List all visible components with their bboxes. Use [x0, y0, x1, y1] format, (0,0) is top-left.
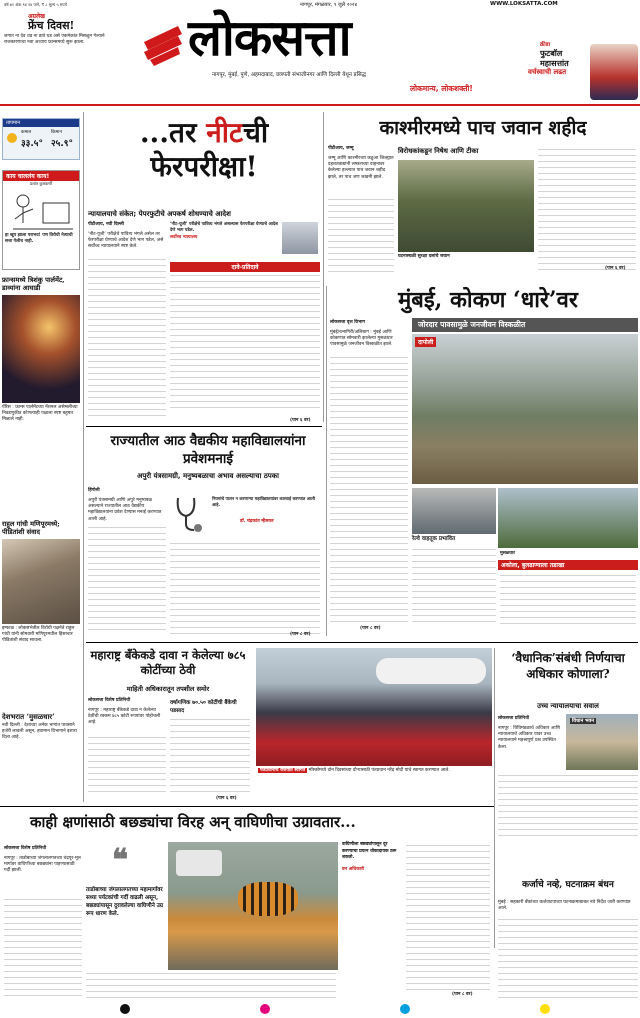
- court-headline[interactable]: ‘वैधानिक’संबंधी निर्णयाचा अधिकार कोणाला?: [511, 651, 625, 681]
- rain-headline[interactable]: मुंबई, कोकण ‘धारे’वर: [398, 287, 578, 313]
- neet-text: ‘नीट-यूजी’ परीक्षेचे पावित्र्य भंगले असेल तर फेरपरीक्षा घेण्याचे आदेश देणे भाग पडेल, असे सर्वोच्च न्यायालयाने स्पष्ट केले.: [88, 232, 164, 250]
- neet-headline[interactable]: [86, 116, 322, 184]
- registration-mark: [260, 1004, 270, 1014]
- cartoon-artist: प्रशांत कुलकर्णी: [29, 181, 53, 186]
- kashmir-photo-caption: घटनास्थळी सुरक्षा दलांचे जवान: [398, 254, 450, 259]
- kashmir-headline[interactable]: काश्मीरमध्ये पाच जवान शहीद: [379, 117, 587, 139]
- supreme-court-photo: [282, 222, 318, 254]
- left-promo-title: फ्रेंच दिवस!: [28, 19, 75, 32]
- neet-filler: [88, 256, 166, 416]
- medical-quote: नियमांचे पालन न करणाऱ्या महाविद्यालयांवर कारवाई करण्यात आली आहे.: [212, 496, 315, 507]
- bank-side-head: वर्षागणिक ७०.५० कोटींची बैंकेची पडसाद: [170, 700, 237, 714]
- neet-sidebar-head: दावे-प्रतिदावे: [170, 262, 320, 272]
- weather-min: २५.९°: [51, 139, 73, 149]
- right-promo-l2: महासत्तांत: [540, 59, 569, 68]
- rain-subhead: जोरदार पावसामुळे जनजीवन विस्कळीत: [412, 318, 638, 332]
- left-story-2-title: राहुल गांधी मणिपूरमध्ये; पीडितांशी संवाद: [2, 520, 60, 536]
- tiger-jump: (पान ८ वर): [452, 992, 473, 997]
- court-photo-text: विधान भवन: [572, 718, 595, 724]
- left-promo[interactable]: [4, 12, 119, 92]
- right-promo-l3: वर्चस्वाची लढत: [528, 68, 567, 76]
- medical-quote-by: डॉ. चंद्रकांत म्हैसकर: [240, 519, 274, 524]
- loan-headline[interactable]: कर्जाचे नव्हे, घटनाक्रम बंधन: [522, 880, 614, 890]
- football-player-photo: [590, 44, 638, 100]
- left-story-2-text: इम्फाळ : लोकसभेतील विरोधी पक्षनेते राहुल गांधी यांनी सोमवारी मणिपूरमधील हिंसाचार पीडितांशी संवाद साधला.: [2, 626, 75, 644]
- kashmir-label: विरोधकांकडून निषेध आणि टीका: [398, 147, 479, 155]
- neet-headline-pre: ...तर: [139, 116, 207, 149]
- court-subhead: उच्च न्यायालयाचा सवाल: [537, 702, 599, 710]
- bank-subhead: माहिती अधिकारातून तपशील समोर: [126, 685, 210, 693]
- tiger-dateline: लोकसत्ता विशेष प्रतिनिधी: [4, 846, 47, 851]
- vidhan-bhavan-photo: [566, 714, 638, 770]
- right-promo-l1: फुटबॉल: [540, 49, 563, 58]
- medical-dateline: हिंगोली: [88, 488, 100, 493]
- court-text: नागपूर : विधिमंडळाचे अधिकार आणि न्यायालयाचे अधिकार यावर उच्च न्यायालयाने महत्त्वपूर्ण प्रश्न उपस्थित केला.: [498, 726, 561, 750]
- neet-dateline: पीटीआय, नवी दिल्ली: [88, 222, 124, 227]
- modi-caption-text: मॉस्कोमध्ये दोन दिवसांच्या दौऱ्यासाठी पंतप्रधान नरेंद्र मोदी यांचे स्वागत करण्यात आले.: [308, 768, 450, 773]
- tiger-headline[interactable]: काही क्षणांसाठी बछड्यांचा विरह अन् वाघिणीचा उग्रावतार...: [30, 813, 356, 831]
- neet-quote: ‘नीट-यूजी’ परीक्षेचे पावित्र्य भंगले असल्यास फेरपरीक्षा घेण्याचे आदेश देणे भाग पडेल.: [170, 222, 279, 233]
- rain-filler: [330, 354, 408, 624]
- neet-headline-post: ची फेरपरीक्षा!: [150, 116, 269, 183]
- medical-jump: (पान ८ वर): [290, 632, 311, 637]
- left-story-1-text: पॅरिस : फ्रान्स पार्लमेंटच्या नॅशनल असेम्ब्लीच्या निवडणुकीत कोणत्याही पक्षाला स्पष्ट बहुमत मिळाले नाही.: [2, 405, 78, 423]
- registration-mark: [120, 1004, 130, 1014]
- rahul-gandhi-photo: [2, 539, 80, 624]
- right-promo-tag: क्रीडा: [540, 42, 551, 48]
- newspaper-logo[interactable]: लोकसत्ता: [188, 8, 351, 67]
- rain-caption-3: अकोला, बुलढाण्याला तडाखा: [498, 560, 638, 570]
- bank-filler-2: [170, 716, 250, 794]
- left-story-1[interactable]: [2, 276, 80, 424]
- tiger-right-by: वन अधिकारी: [342, 866, 365, 872]
- rain-filler-3: [500, 572, 636, 624]
- flood-photo-2: [412, 488, 496, 534]
- flood-photo: [412, 334, 638, 484]
- flood-photo-3: [498, 488, 638, 548]
- rain-caption-1: रेल्वे वाहतूक प्रभावित: [412, 536, 456, 542]
- bank-text: नागपूर : महाराष्ट्र बँकेकडे दावा न केलेल्या ठेवींची रक्कम ७८५ कोटी रुपयांवर पोहोचली आहे.: [88, 708, 161, 726]
- rain-jump: (पान ८ वर): [360, 626, 381, 631]
- left-story-2[interactable]: [2, 520, 80, 645]
- neet-subhead: न्यायालयाचे संकेत; पेपरफुटीचे अपकर्ष शोधण्याचे आदेश: [88, 210, 231, 218]
- left-promo-tag: अग्रलेख: [28, 13, 45, 20]
- cartoon-drawing: [3, 187, 79, 233]
- rain-photo-tag: दापोली: [415, 337, 436, 347]
- neet-quote-box: [170, 222, 320, 256]
- tiger-right-quote: वाघिणीला बछड्यांपासून दूर करण्याचा प्रयत्न धोकादायक ठरू शकतो.: [342, 842, 397, 860]
- modi-putin-photo: [256, 648, 492, 766]
- medical-headline[interactable]: राज्यातील आठ वैद्यकीय महाविद्यालयांना प्रवेशमनाई: [110, 433, 306, 467]
- edition-date: नागपूर, मंगळवार, ९ जुलै २०२४: [300, 2, 358, 8]
- rain-text: मुंबई/रत्नागिरी/अलिबाग : मुंबई आणि कोकणात सोमवारी झालेल्या मुसळधार पावसामुळे जनजीवन विस्कळीत झाले.: [330, 330, 393, 348]
- tiger-quote: ताडोबाच्या जंगलालगतच्या महामार्गावर सध्या पर्यटकांची गर्दी वाढली असून, बछड्यांपासून दुरावलेल्या वाघिणीने उग्र रूप धारण केले.: [86, 887, 163, 917]
- stethoscope-icon: [170, 494, 208, 534]
- weather-box: [2, 118, 80, 160]
- left-story-3-text: नवी दिल्ली : देशाच्या अनेक भागांत पावसाने हजेरी लावली असून, हवामान विभागाने इशारा दिला आहे.: [2, 723, 77, 741]
- left-promo-text: जगात ना देव धड ना डावे धड असे एकमेकांत मिसळून गेल्याने राजकारणाचा नवा अध्याय फ्रान्समध्ये सुरू झाला.: [4, 34, 105, 46]
- medical-subhead: अपुरी यंत्रसामग्री, मनुष्यबळाचा अभाव असल्याचा ठपका: [137, 472, 279, 480]
- tiger-filler-3: [406, 842, 490, 992]
- neet-headline-red: नीट: [206, 116, 244, 149]
- logo-mark: [140, 22, 186, 66]
- left-story-3[interactable]: [2, 712, 80, 742]
- masthead-cities: नागपूर, मुंबई, पुणे, अहमदाबाद, छत्रपती संभाजीनगर आणि दिल्ली येथून प्रसिद्ध: [212, 72, 366, 78]
- kashmir-text: जम्मू आणि काश्मीरच्या कठुआ जिल्ह्यात दहशतवाद्यांनी लष्कराच्या वाहनावर केलेल्या हल्ल्यात पाच जवान शहीद झाले, तर पाच जण जखमी झाले.: [328, 156, 394, 180]
- neet-filler-2: [170, 272, 320, 412]
- kashmir-photo: [398, 160, 534, 252]
- medical-filler-2: [170, 540, 320, 634]
- masthead-top-line: वर्ष ७२ अंक ९४ १४ पाने, ₹ ८ मूल्य ५ रुपये: [4, 2, 67, 7]
- rain-filler-2: [412, 546, 496, 624]
- bank-filler: [88, 734, 166, 794]
- cartoon-caption: हा खूप झाला पराभव! पण विरोधी नेत्याची सत्ता गेलीच नाही.: [5, 233, 73, 244]
- registration-mark: [540, 1004, 550, 1014]
- left-story-1-title: फ्रान्समध्ये त्रिशंकु पार्लमेंट, डाव्यांना आघाडी: [2, 276, 65, 292]
- court-filler: [498, 772, 638, 838]
- loan-filler: [498, 916, 638, 1000]
- neet-jump: (पान ६ वर): [290, 418, 311, 423]
- bank-jump: (पान ६ वर): [216, 796, 237, 801]
- medical-text: अपुरी यंत्रसामग्री आणि अपुरे मनुष्यबळ असल्याने राज्यातील आठ वैद्यकीय महाविद्यालयांना प्रवेश देण्यास मनाई करण्यात आली आहे.: [88, 498, 162, 522]
- paris-rally-photo: [2, 295, 80, 403]
- weather-label: तापमान: [3, 119, 79, 127]
- kashmir-dateline: पीटीआय, जम्मू: [328, 146, 354, 151]
- rain-caption-2: मुसळधार: [500, 551, 515, 556]
- modi-caption-bold: पंतप्रधानांचे रशियात स्वागत: [260, 768, 306, 773]
- bank-headline[interactable]: महाराष्ट्र बँकेकडे दावा न केलेल्या ७८५ कोटींच्या ठेवी: [90, 648, 246, 677]
- weather-max: ३३.५°: [21, 139, 43, 149]
- weather-max-label: कमाल: [21, 130, 32, 135]
- kashmir-filler-2: [538, 146, 636, 274]
- sun-icon: [7, 133, 17, 143]
- neet-quote-by: सर्वोच्च न्यायालय: [170, 234, 198, 240]
- masthead-slogan: लोकमान्य, लोकशक्ती!: [410, 84, 473, 93]
- cartoon-header: काय चाललंय काय!: [3, 171, 79, 181]
- cartoon-box: [2, 170, 80, 270]
- bank-dateline: लोकसत्ता विशेष प्रतिनिधी: [88, 698, 131, 703]
- kashmir-filler: [328, 196, 394, 274]
- tiger-filler-2: [86, 970, 336, 998]
- court-dateline: लोकसत्ता प्रतिनिधी: [498, 716, 530, 721]
- loan-text: मुंबई : सहकारी बँकांच्या कर्जवाटपाच्या घटनाक्रमाबाबत नवे निर्देश जारी करण्यात आले.: [498, 900, 631, 912]
- tiger-photo: [168, 842, 338, 970]
- medical-filler: [88, 524, 166, 634]
- modi-caption: [258, 768, 490, 774]
- weather-min-label: किमान: [51, 130, 62, 135]
- tiger-filler: [4, 896, 82, 998]
- quote-icon: ❝: [112, 843, 129, 878]
- left-story-3-title: देशभरात ‘मुसळधार’: [2, 712, 55, 721]
- registration-mark: [400, 1004, 410, 1014]
- website-link[interactable]: WWW.LOKSATTA.COM: [490, 1, 558, 7]
- rain-dateline: लोकसत्ता वृत्त विभाग: [330, 320, 365, 325]
- kashmir-jump: (पान ६ वर): [605, 266, 626, 271]
- tiger-text: नागपूर : ताडोबाच्या जंगलालगतच्या चंद्रपूर-मूल मार्गावर वाघिणीच्या बछड्यांना पाहण्यासाठी गर्दी झाली.: [4, 856, 81, 874]
- tiger-right-quote-box: [342, 842, 402, 962]
